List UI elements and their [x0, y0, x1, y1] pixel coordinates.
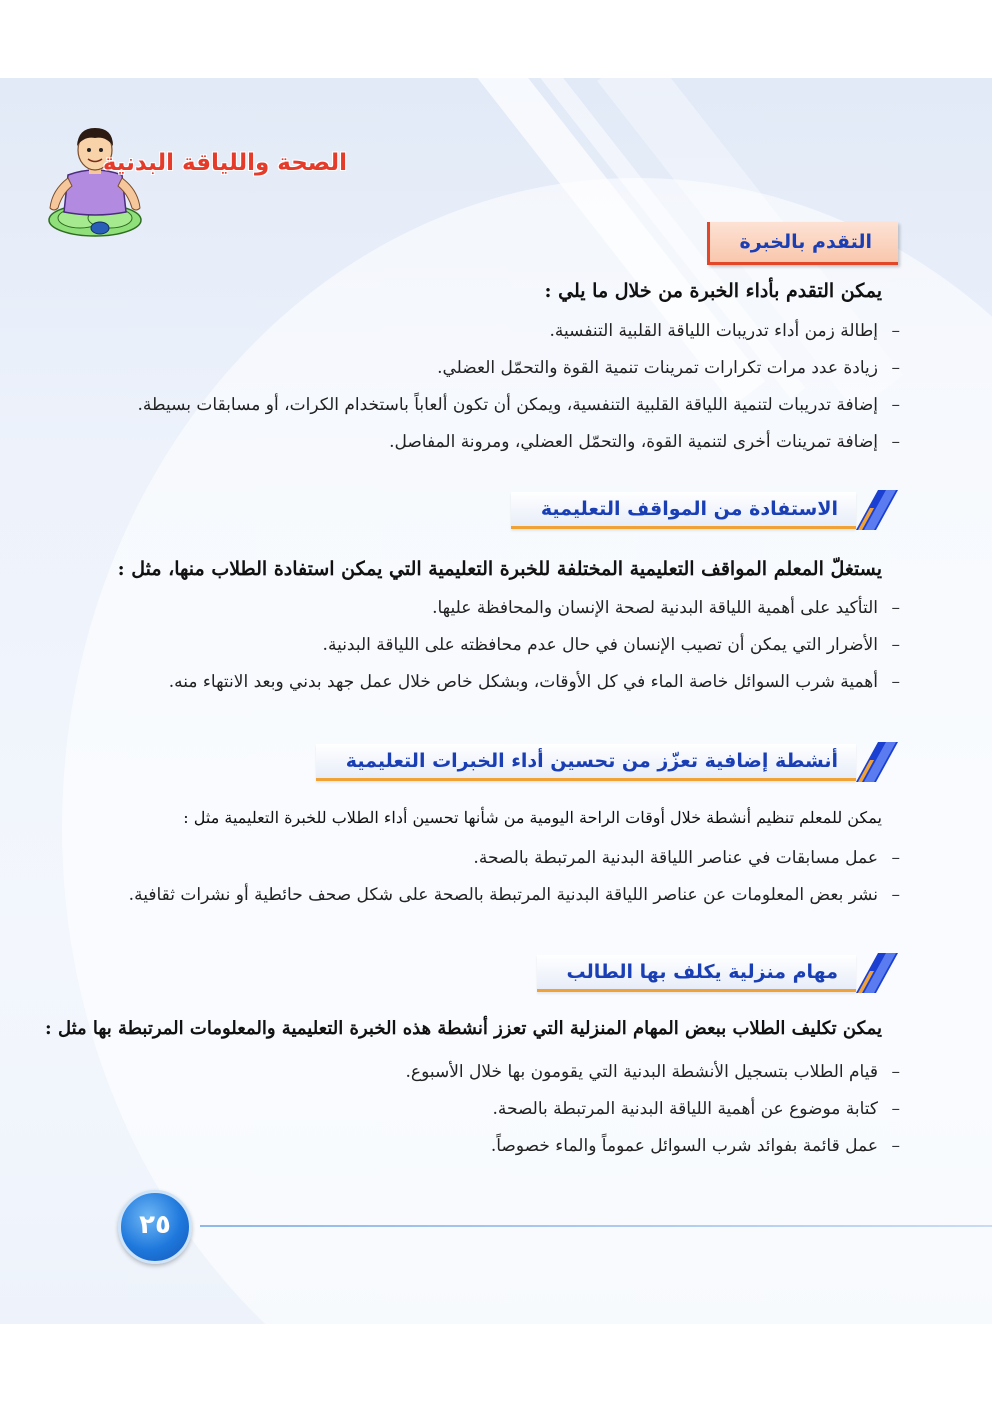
bullet-list — [406, 1054, 900, 1165]
boy-illustration — [40, 120, 150, 250]
section-intro: يستغلّ المعلم المواقف التعليمية المختلفة للخبرة التعليمية التي يمكن استفادة الطلاب منها، مثل : — [117, 558, 882, 580]
bullet-dash: – — [891, 358, 900, 378]
list-item: –إطالة زمن أداء تدريبات اللياقة القلبية التنفسية. — [138, 313, 901, 350]
page-number: ٢٥ — [118, 1190, 192, 1264]
bullet-dash: – — [891, 432, 900, 452]
list-item: –التأكيد على أهمية اللياقة البدنية لصحة الإنسان والمحافظة عليها. — [169, 590, 900, 627]
list-item: –قيام الطلاب بتسجيل الأنشطة البدنية التي يقومون بها خلال الأسبوع. — [406, 1054, 900, 1091]
bullet-dash: – — [891, 1062, 900, 1082]
section-banner — [537, 953, 899, 993]
section-banner — [316, 742, 898, 782]
footer-divider — [200, 1225, 992, 1227]
list-item: –زيادة عدد مرات تكرارات تمرينات تنمية القوة والتحمّل العضلي. — [138, 350, 901, 387]
bullet-dash: – — [891, 321, 900, 341]
bullet-dash: – — [891, 395, 900, 415]
section-heading-homework: مهام منزلية يكلف بها الطالب — [537, 955, 857, 992]
bullet-dash: – — [891, 635, 900, 655]
bullet-dash: – — [891, 672, 900, 692]
section-intro: يمكن للمعلم تنظيم أنشطة خلال أوقات الراحة اليومية من شأنها تحسين أداء الطلاب للخبرة التعليمية مثل : — [183, 808, 882, 827]
banner-slash-icon — [856, 742, 898, 782]
bullet-list — [129, 840, 900, 914]
section-heading-progress: التقدم بالخبرة — [707, 222, 898, 265]
section-heading-learning-situations: الاستفادة من المواقف التعليمية — [511, 492, 856, 529]
list-item: –الأضرار التي يمكن أن تصيب الإنسان في حال عدم محافظته على اللياقة البدنية. — [169, 627, 900, 664]
bullet-list — [138, 313, 901, 461]
book-title: الصحة واللياقة البدنية — [102, 150, 347, 176]
bullet-list — [169, 590, 900, 701]
banner-slash-icon — [856, 490, 898, 530]
list-item: –إضافة تمرينات أخرى لتنمية القوة، والتحمّل العضلي، ومرونة المفاصل. — [138, 424, 901, 461]
section-banner — [511, 490, 898, 530]
bullet-dash: – — [891, 885, 900, 905]
section-heading-extra-activities: أنشطة إضافية تعزّز من تحسين أداء الخبرات التعليمية — [316, 744, 856, 781]
list-item: –عمل قائمة بفوائد شرب السوائل عموماً والماء خصوصاً. — [406, 1128, 900, 1165]
section-intro: يمكن تكليف الطلاب ببعض المهام المنزلية التي تعزز أنشطة هذه الخبرة التعليمية والمعلومات المرتبطة بها مثل : — [45, 1018, 882, 1039]
bullet-dash: – — [891, 1136, 900, 1156]
list-item: –كتابة موضوع عن أهمية اللياقة البدنية المرتبطة بالصحة. — [406, 1091, 900, 1128]
bullet-dash: – — [891, 598, 900, 618]
list-item: –عمل مسابقات في عناصر اللياقة البدنية المرتبطة بالصحة. — [129, 840, 900, 877]
bullet-dash: – — [891, 1099, 900, 1119]
bullet-dash: – — [891, 848, 900, 868]
list-item: –نشر بعض المعلومات عن عناصر اللياقة البدنية المرتبطة بالصحة على شكل صحف حائطية أو نشرات ثقافية. — [129, 877, 900, 914]
section-intro: يمكن التقدم بأداء الخبرة من خلال ما يلي : — [544, 280, 882, 302]
list-item: –إضافة تدريبات لتنمية اللياقة القلبية التنفسية، ويمكن أن تكون ألعاباً باستخدام الكرات، أو مسابقات بسيطة. — [138, 387, 901, 424]
banner-slash-icon — [856, 953, 898, 993]
list-item: –أهمية شرب السوائل خاصة الماء في كل الأوقات، وبشكل خاص خلال عمل جهد بدني وبعد الانتهاء منه. — [169, 664, 900, 701]
